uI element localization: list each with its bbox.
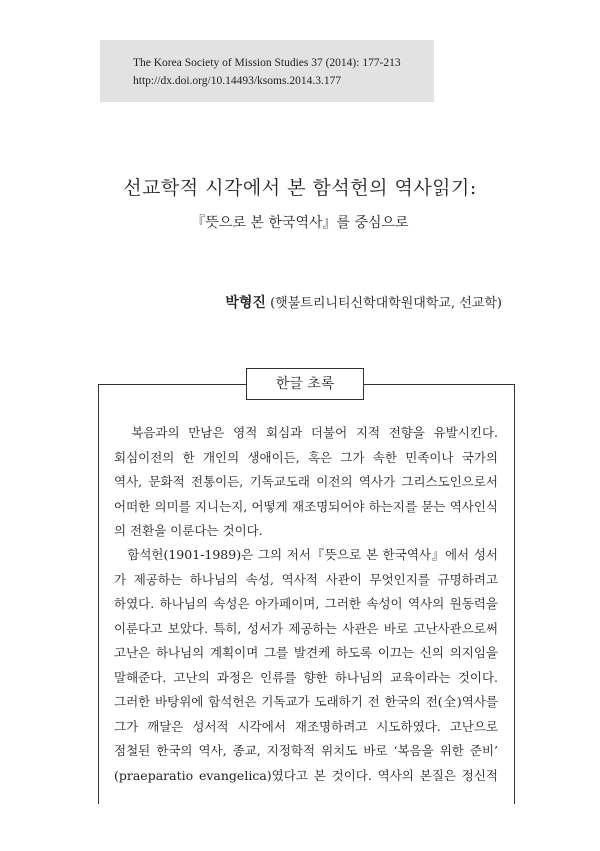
journal-header-box	[100, 40, 434, 102]
abstract-line: (praeparatio evangelica)였다고 본 것이다. 역사의 본질은 정신적	[114, 767, 498, 783]
author-line	[225, 292, 502, 312]
abstract-line: 의 전환을 이룬다는 것이다.	[114, 523, 263, 538]
abstract-paragraph-1	[114, 421, 498, 544]
abstract-line: 역사, 문화적 전통이든, 기독교도래 이전의 역사가 그리스도인으로서	[114, 474, 498, 489]
abstract-line: 그가 깨달은 성서적 시각에서 재조명하려고 시도하였다. 고난으로	[114, 718, 498, 734]
author-name: 박형진	[225, 295, 266, 311]
abstract-line: 함석헌(1901-1989)은 그의 저서『뜻으로 본 한국역사』에서 성서	[114, 547, 498, 562]
doi-link[interactable]: http://dx.doi.org/10.14493/ksoms.2014.3.177	[133, 75, 342, 87]
abstract-line: 복음과의 만남은 영적 회심과 더불어 지적 전향을 유발시킨다.	[114, 425, 498, 440]
abstract-label: 한글 초록	[246, 368, 364, 400]
abstract-line: 이룬다고 보았다. 특히, 성서가 제공하는 사관은 바로 고난사관으로써	[114, 620, 498, 636]
abstract-line: 어떠한 의미를 지니는지, 어떻게 재조명되어야 하는지를 묻는 역사인식	[114, 498, 498, 514]
journal-citation: The Korea Society of Mission Studies 37 (2014): 177-213	[133, 57, 401, 69]
abstract-paragraph-2	[114, 543, 498, 788]
paper-title: 선교학적 시각에서 본 함석헌의 역사읽기:	[123, 177, 477, 199]
abstract-line: 회심이전의 한 개인의 생애이든, 혹은 그가 속한 민족이나 국가의	[114, 449, 498, 465]
paper-subtitle: 『뜻으로 본 한국역사』를 중심으로	[191, 215, 409, 231]
abstract-line: 하였다. 하나님의 속성은 아가페이며, 그러한 속성이 역사의 원동력을	[114, 596, 498, 611]
author-affiliation: (햇불트리니티신학대학원대학교, 선교학)	[270, 296, 502, 311]
abstract-line: 말해준다. 고난의 과정은 인류를 향한 하나님의 교육이라는 것이다.	[114, 669, 498, 685]
abstract-line: 그러한 바탕위에 함석헌은 기독교가 도래하기 전 한국의 전(全)역사를	[114, 694, 498, 709]
abstract-line: 고난은 하나님의 계획이며 그를 발견케 하도록 이끄는 신의 의지임을	[114, 645, 498, 660]
abstract-line: 가 제공하는 하나님의 속성, 역사적 사관이 무엇인지를 규명하려고	[114, 571, 498, 587]
abstract-line: 점철된 한국의 역사, 종교, 지정학적 위치도 바로 ‘복음을 위한 준비’	[114, 743, 498, 758]
